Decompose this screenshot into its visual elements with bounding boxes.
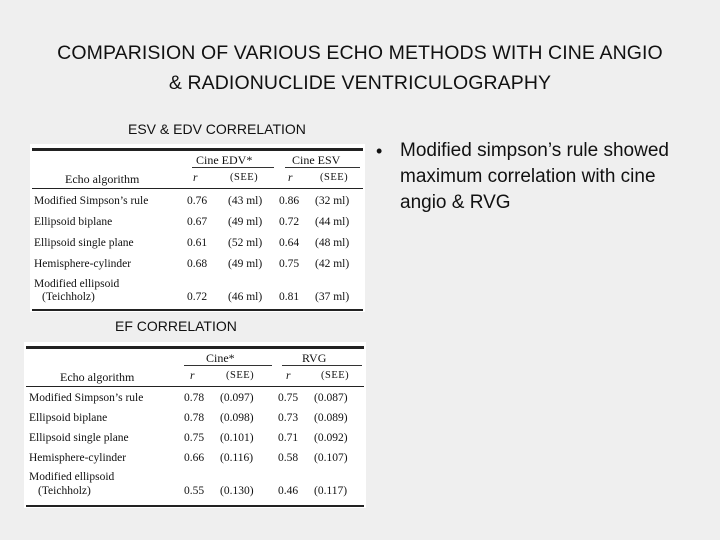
row-label-sub: (Teichholz) <box>42 291 95 303</box>
column-header: Echo algorithm <box>65 172 140 186</box>
table-cell: (49 ml) <box>228 216 263 228</box>
slide-title <box>30 38 690 98</box>
table-cell: (0.130) <box>220 485 254 497</box>
row-label: Ellipsoid biplane <box>34 216 113 228</box>
table-cell: 0.58 <box>278 452 299 464</box>
row-label: Hemisphere-cylinder <box>34 258 132 270</box>
row-label: Ellipsoid single plane <box>29 432 129 444</box>
table-cell: 0.75 <box>278 392 299 404</box>
table-cell: (0.117) <box>314 485 348 497</box>
table-cell: 0.76 <box>187 195 208 207</box>
table-cell: (46 ml) <box>228 291 263 303</box>
bullet-text: Modified simpson’s rule showed maximum correlation with cine angio & RVG <box>400 140 669 213</box>
table-cell: 0.72 <box>279 216 300 228</box>
table-cell: (0.116) <box>220 452 254 464</box>
table-cell: (48 ml) <box>315 237 350 249</box>
esv-edv-table <box>30 144 365 312</box>
table-cell: (49 ml) <box>228 258 263 270</box>
table-cell: 0.46 <box>278 485 299 497</box>
table-cell: (0.107) <box>314 452 348 464</box>
row-label: Ellipsoid single plane <box>34 237 134 249</box>
table-cell: 0.73 <box>278 412 299 424</box>
table-cell: (0.101) <box>220 432 254 444</box>
row-label: Modified ellipsoid <box>29 471 115 483</box>
table-cell: 0.55 <box>184 485 205 497</box>
table-cell: 0.78 <box>184 412 205 424</box>
table-cell: 0.78 <box>184 392 205 404</box>
row-label: Modified Simpson’s rule <box>34 195 149 207</box>
table-cell: (0.098) <box>220 412 254 424</box>
sub-header: (SEE) <box>321 370 350 381</box>
ef-table <box>24 342 366 508</box>
table-cell: (0.087) <box>314 392 348 404</box>
sub-header: (SEE) <box>230 172 259 183</box>
table-header-rule <box>26 386 364 387</box>
sub-header: (SEE) <box>320 172 349 183</box>
table-cell: (0.089) <box>314 412 348 424</box>
group-header: Cine EDV* <box>196 153 253 167</box>
table-cell: (52 ml) <box>228 237 263 249</box>
table-cell: (0.097) <box>220 392 254 404</box>
bullet-list <box>376 138 696 216</box>
table-cell: 0.86 <box>279 195 300 207</box>
table-cell: 0.75 <box>184 432 205 444</box>
title-line-2: & RADIONUCLIDE VENTRICULOGRAPHY <box>168 72 552 94</box>
sub-header: (SEE) <box>226 370 255 381</box>
table-cell: (0.092) <box>314 432 348 444</box>
table-cell: (32 ml) <box>315 195 350 207</box>
table-cell: (42 ml) <box>315 258 350 270</box>
group-header: Cine ESV <box>292 153 341 167</box>
row-label: Modified ellipsoid <box>34 278 120 290</box>
table-cell: (43 ml) <box>228 195 263 207</box>
bullet-item <box>376 138 696 216</box>
row-label-sub: (Teichholz) <box>38 485 91 497</box>
table-cell: 0.67 <box>187 216 208 228</box>
group-header: Cine* <box>206 351 235 365</box>
group-header: RVG <box>302 351 327 365</box>
table-cell: (37 ml) <box>315 291 350 303</box>
table-cell: 0.81 <box>279 291 300 303</box>
table-bottom-rule <box>26 505 364 507</box>
sub-header: r <box>193 172 198 184</box>
table-top-rule <box>26 346 364 349</box>
table-header-rule <box>32 188 363 189</box>
table-cell: 0.64 <box>279 237 300 249</box>
sub-header: r <box>190 370 195 382</box>
table-cell: 0.75 <box>279 258 300 270</box>
table-cell: (44 ml) <box>315 216 350 228</box>
column-header: Echo algorithm <box>60 370 135 384</box>
table-cell: 0.72 <box>187 291 208 303</box>
title-line-1: COMPARISION OF VARIOUS ECHO METHODS WITH CINE ANGIO <box>57 42 663 64</box>
table-top-rule <box>32 148 363 151</box>
bullet-icon: • <box>376 141 383 161</box>
row-label: Modified Simpson’s rule <box>29 392 144 404</box>
table-cell: 0.71 <box>278 432 299 444</box>
esv-edv-label: ESV & EDV CORRELATION <box>128 121 306 137</box>
row-label: Hemisphere-cylinder <box>29 452 127 464</box>
table-cell: 0.61 <box>187 237 208 249</box>
row-label: Ellipsoid biplane <box>29 412 108 424</box>
sub-header: r <box>288 172 293 184</box>
table-bottom-rule <box>32 309 363 311</box>
ef-label: EF CORRELATION <box>115 318 237 334</box>
sub-header: r <box>286 370 291 382</box>
table-cell: 0.68 <box>187 258 208 270</box>
table-cell: 0.66 <box>184 452 205 464</box>
